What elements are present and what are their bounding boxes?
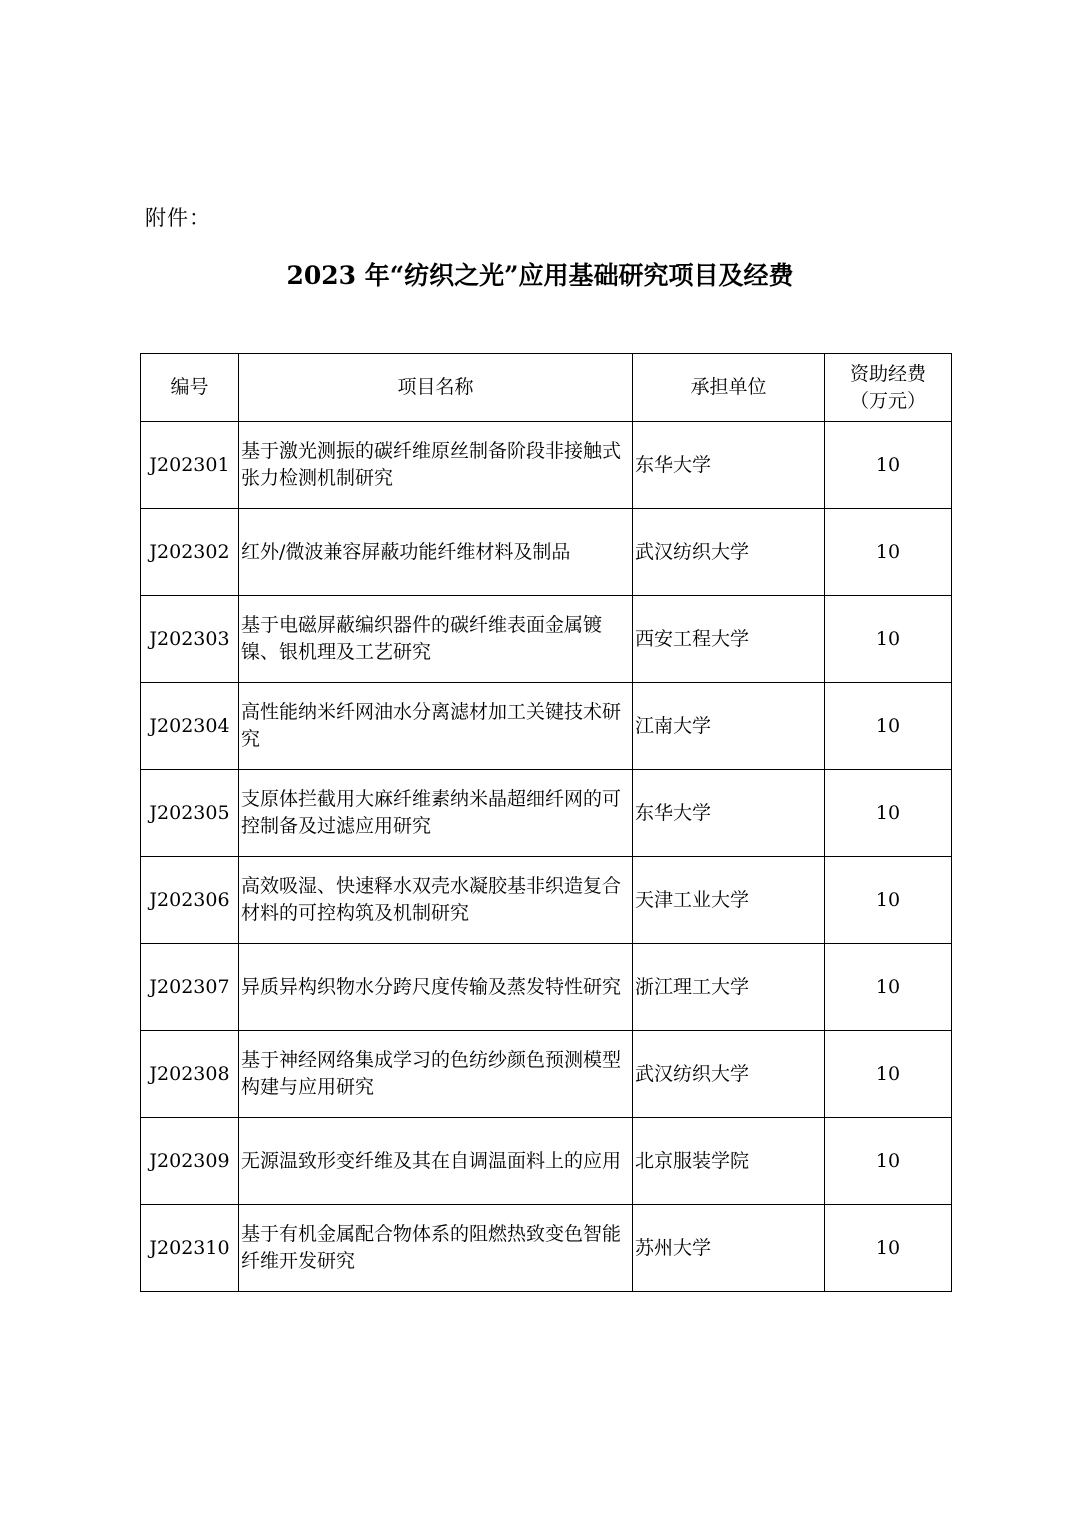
page-title: 2023 年“纺织之光”应用基础研究项目及经费 [286, 261, 794, 290]
table-row [141, 944, 952, 1031]
project-funding: 10 [825, 596, 952, 683]
table-row [141, 1031, 952, 1118]
project-name: 红外/微波兼容屏蔽功能纤维材料及制品 [239, 509, 633, 596]
header-project-name: 项目名称 [239, 354, 633, 422]
project-no: J202305 [141, 770, 239, 857]
project-unit: 东华大学 [633, 770, 825, 857]
project-unit: 武汉纺织大学 [633, 509, 825, 596]
project-no: J202310 [141, 1205, 239, 1292]
project-no: J202309 [141, 1118, 239, 1205]
table-row [141, 1118, 952, 1205]
project-name: 基于有机金属配合物体系的阻燃热致变色智能纤维开发研究 [239, 1205, 633, 1292]
project-no: J202302 [141, 509, 239, 596]
project-unit: 天津工业大学 [633, 857, 825, 944]
project-funding: 10 [825, 857, 952, 944]
project-name: 支原体拦截用大麻纤维素纳米晶超细纤网的可控制备及过滤应用研究 [239, 770, 633, 857]
project-funding: 10 [825, 509, 952, 596]
attachment-label: 附件： [145, 206, 211, 230]
project-name: 高性能纳米纤网油水分离滤材加工关键技术研究 [239, 683, 633, 770]
project-name: 基于神经网络集成学习的色纺纱颜色预测模型构建与应用研究 [239, 1031, 633, 1118]
project-no: J202307 [141, 944, 239, 1031]
header-funding-line1: 资助经费 [849, 362, 926, 385]
table-row [141, 596, 952, 683]
project-no: J202308 [141, 1031, 239, 1118]
project-name: 无源温致形变纤维及其在自调温面料上的应用 [239, 1118, 633, 1205]
project-unit: 江南大学 [633, 683, 825, 770]
project-funding: 10 [825, 1205, 952, 1292]
project-unit: 东华大学 [633, 422, 825, 509]
project-funding: 10 [825, 1031, 952, 1118]
project-funding: 10 [825, 683, 952, 770]
header-funding-line2: （万元） [849, 389, 926, 412]
project-unit: 西安工程大学 [633, 596, 825, 683]
header-funding [825, 354, 952, 422]
project-funding: 10 [825, 422, 952, 509]
table-header-row [141, 354, 952, 422]
table-row [141, 1205, 952, 1292]
project-no: J202306 [141, 857, 239, 944]
project-funding: 10 [825, 1118, 952, 1205]
project-name: 异质异构织物水分跨尺度传输及蒸发特性研究 [239, 944, 633, 1031]
table-row [141, 770, 952, 857]
project-unit: 武汉纺织大学 [633, 1031, 825, 1118]
project-no: J202301 [141, 422, 239, 509]
project-unit: 北京服装学院 [633, 1118, 825, 1205]
project-funding: 10 [825, 770, 952, 857]
project-funding: 10 [825, 944, 952, 1031]
table-row [141, 683, 952, 770]
project-name: 高效吸湿、快速释水双壳水凝胶基非织造复合材料的可控构筑及机制研究 [239, 857, 633, 944]
project-unit: 苏州大学 [633, 1205, 825, 1292]
project-no: J202303 [141, 596, 239, 683]
header-no: 编号 [141, 354, 239, 422]
table-row [141, 422, 952, 509]
project-unit: 浙江理工大学 [633, 944, 825, 1031]
table-row [141, 509, 952, 596]
project-name: 基于电磁屏蔽编织器件的碳纤维表面金属镀镍、银机理及工艺研究 [239, 596, 633, 683]
table-row [141, 857, 952, 944]
header-unit: 承担单位 [633, 354, 825, 422]
project-no: J202304 [141, 683, 239, 770]
funding-table [140, 353, 952, 1292]
project-name: 基于激光测振的碳纤维原丝制备阶段非接触式张力检测机制研究 [239, 422, 633, 509]
